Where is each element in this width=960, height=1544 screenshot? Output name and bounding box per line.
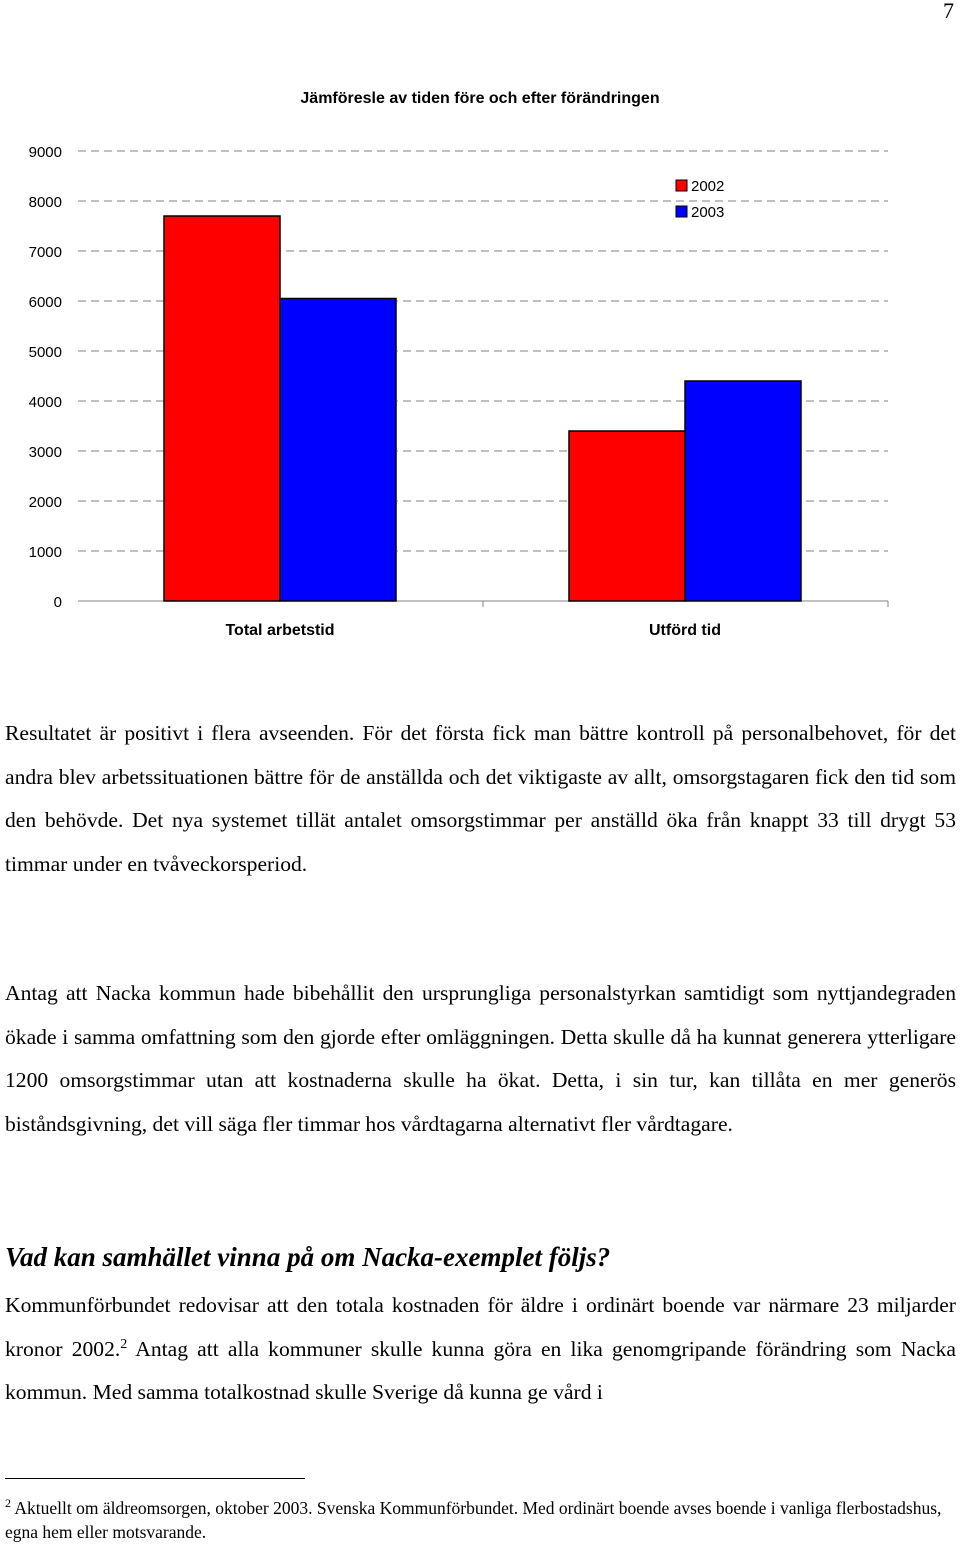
y-tick-label: 7000 [28,244,62,261]
y-axis-ticks [29,144,62,611]
footnote-divider [5,1478,305,1479]
paragraph-society-start: Kommunförbundet redovisar att den totala kostnaden för äldre i ordinärt boende var närmare 23 miljarder kronor 2002. [5,1293,956,1361]
y-tick-label: 4000 [28,394,62,411]
legend-label-2002: 2002 [691,178,725,195]
x-axis-ticks [225,622,721,639]
chart-title: Jämföresle av tiden före och efter förändringen [300,90,660,107]
y-tick-label: 3000 [28,444,62,461]
bar-2002-1 [164,216,280,601]
chart-bars [164,216,801,601]
bar-2003-1 [280,299,396,602]
y-tick-label: 6000 [28,294,62,311]
x-tick-label: Utförd tid [649,622,721,639]
section-heading: Vad kan samhället vinna på om Nacka-exemplet följs? [5,1242,611,1272]
page-number: 7 [943,0,954,23]
bar-2002-2 [569,431,685,601]
footnote-number: 2 [5,1496,11,1510]
chart-legend [676,178,724,221]
legend-swatch-2002 [676,180,687,191]
footnote-reference[interactable]: 2 [120,1336,128,1352]
legend-swatch-2003 [676,206,687,217]
y-tick-label: 8000 [28,194,62,211]
paragraph-society-end: Antag att alla kommuner skulle kunna göra en lika genomgripande förändring som Nacka kommun. Med samma totalkostnad skulle Sverige då kunna ge vård i [5,1336,956,1404]
footnote-text: Aktuellt om äldreomsorgen, oktober 2003. Svenska Kommunförbundet. Med ordinärt boende avses boende i vanliga flerbostadshus, egna hem eller motsvarande. [5,1497,942,1542]
paragraph-assumption: Antag att Nacka kommun hade bibehållit den ursprungliga personalstyrkan samtidigt som nyttjandegraden ökade i samma omfattning som den gjorde efter omläggningen. Detta skulle då ha kunnat generera ytterligare 1200 omsorgstimmar utan att kostnaderna skulle ha ökat. Detta, i sin tur, kan tillåta en mer generös biståndsgivning, det vill säga fler timmar hos vårdtagarna alternativt fler vårdtagare. [5,981,956,1136]
y-tick-label: 0 [53,594,62,611]
footnote [5,1491,945,1544]
paragraph-results: Resultatet är positivt i flera avseenden. För det första fick man bättre kontroll på personalbehovet, för det andra blev arbetssituationen bättre för de anställda och det viktigaste av allt, omsorgstagaren fick den tid som den behövde. Det nya systemet tillät antalet omsorgstimmar per anställd öka från knappt 33 till drygt 53 timmar under en tvåveckorsperiod. [5,721,956,876]
y-tick-label: 5000 [28,344,62,361]
y-tick-label: 1000 [28,544,62,561]
x-tick-label: Total arbetstid [225,622,335,639]
bar-2003-2 [685,381,801,601]
legend-label-2003: 2003 [691,204,725,221]
paragraph-society [5,1284,956,1415]
y-tick-label: 2000 [28,494,62,511]
bar-chart [0,130,960,650]
y-tick-label: 9000 [28,144,62,161]
